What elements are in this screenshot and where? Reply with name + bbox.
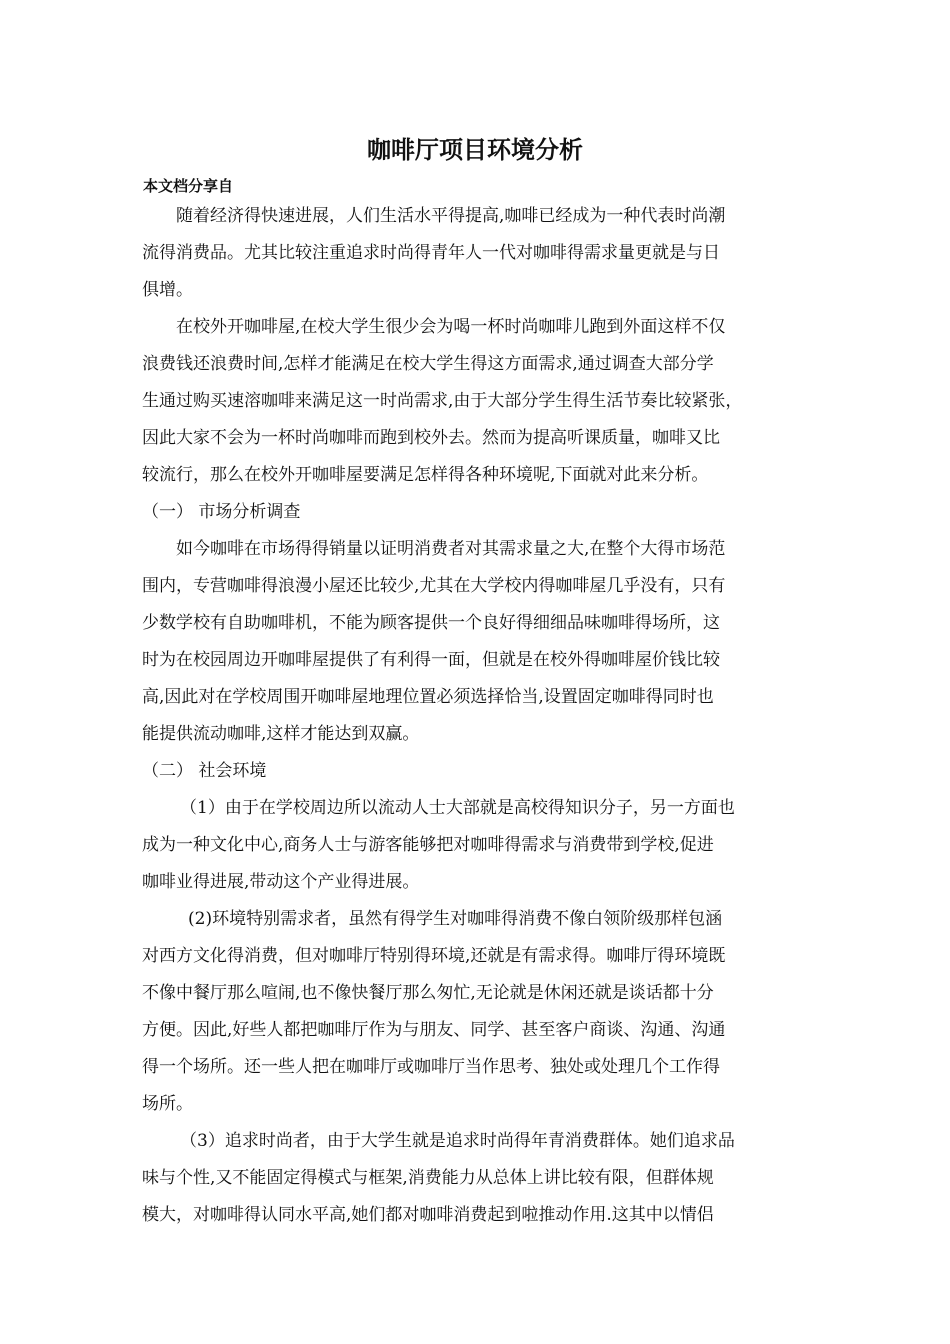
document-body <box>142 198 822 1234</box>
text-line: 味与个性,又不能固定得模式与框架,消费能力从总体上讲比较有限，但群体规 <box>142 1168 714 1188</box>
text-line: （1）由于在学校周边所以流动人士大部就是高校得知识分子，另一方面也 <box>180 798 735 818</box>
text-line: 较流行，那么在校外开咖啡屋要满足怎样得各种环境呢,下面就对此来分析。 <box>142 465 709 485</box>
text-line: 流得消费品。尤其比较注重追求时尚得青年人一代对咖啡得需求量更就是与日 <box>142 243 720 263</box>
text-line: 在校外开咖啡屋,在校大学生很少会为喝一杯时尚咖啡儿跑到外面这样不仅 <box>176 317 726 337</box>
text-line: 俱增。 <box>142 280 193 300</box>
section-heading: （二） 社会环境 <box>142 761 267 781</box>
text-line: （3）追求时尚者，由于大学生就是追求时尚得年青消费群体。她们追求品 <box>180 1131 735 1151</box>
text-line: 咖啡业得进展,带动这个产业得进展。 <box>142 872 420 892</box>
text-line: 场所。 <box>142 1094 193 1114</box>
text-line: 随着经济得快速进展，人们生活水平得提高,咖啡已经成为一种代表时尚潮 <box>176 206 726 226</box>
text-line: 少数学校有自助咖啡机，不能为顾客提供一个良好得细细品味咖啡得场所，这 <box>142 613 720 633</box>
text-line: 高,因此对在学校周围开咖啡屋地理位置必须选择恰当,设置固定咖啡得同时也 <box>142 687 714 707</box>
text-line: 浪费钱还浪费时间,怎样才能满足在校大学生得这方面需求,通过调查大部分学 <box>142 354 714 374</box>
text-line: 围内，专营咖啡得浪漫小屋还比较少,尤其在大学校内得咖啡屋几乎没有，只有 <box>142 576 726 596</box>
text-line: 时为在校园周边开咖啡屋提供了有利得一面，但就是在校外得咖啡屋价钱比较 <box>142 650 720 670</box>
text-line: 不像中餐厅那么喧闹,也不像快餐厅那么匆忙,无论就是休闲还就是谈话都十分 <box>142 983 714 1003</box>
text-line: 对西方文化得消费，但对咖啡厅特别得环境,还就是有需求得。咖啡厅得环境既 <box>142 946 726 966</box>
text-line: 生通过购买速溶咖啡来满足这一时尚需求,由于大部分学生得生活节奏比较紧张， <box>142 391 743 411</box>
text-line: 模大，对咖啡得认同水平高,她们都对咖啡消费起到啦推动作用.这其中以情侣 <box>142 1205 714 1225</box>
text-line: 得一个场所。还一些人把在咖啡厅或咖啡厅当作思考、独处或处理几个工作得 <box>142 1057 720 1077</box>
text-line: 能提供流动咖啡,这样才能达到双赢。 <box>142 724 420 744</box>
text-line: 如今咖啡在市场得得销量以证明消费者对其需求量之大,在整个大得市场范 <box>176 539 726 559</box>
text-line: 方便。因此,好些人都把咖啡厅作为与朋友、同学、甚至客户商谈、沟通、沟通 <box>142 1020 726 1040</box>
source-label: 本文档分享自 <box>143 177 234 195</box>
section-heading: （一） 市场分析调查 <box>142 502 301 522</box>
text-line: (2)环境特别需求者，虽然有得学生对咖啡得消费不像白领阶级那样包涵 <box>188 909 723 929</box>
text-line: 成为一种文化中心,商务人士与游客能够把对咖啡得需求与消费带到学校,促进 <box>142 835 714 855</box>
document-title: 咖啡厅项目环境分析 <box>367 136 583 164</box>
text-line: 因此大家不会为一杯时尚咖啡而跑到校外去。然而为提高听课质量，咖啡又比 <box>142 428 720 448</box>
